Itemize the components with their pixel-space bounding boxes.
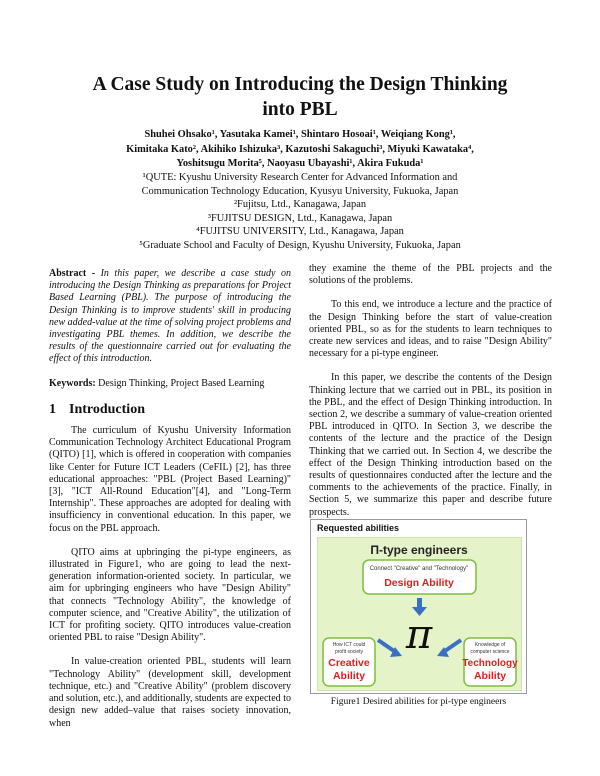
affiliation-line: ²Fujitsu, Ltd., Kanagawa, Japan — [233, 199, 367, 210]
creative-ability-label: Ability — [332, 670, 366, 682]
intro-paragraph-2: QITO aims at upbringing the pi-type engineers, as illustrated in Figure1, who are going to lead the next-generation information-oriented society. In particular, we aim for upbringing engineers who have "Design Ability" that connects "Technology Ability", the knowledge of computer science, and "Creative Ability", the utilization of ICT for profiting society. QITO introduces value-creation oriented PBL to raise "Design Ability". — [49, 546, 291, 644]
authors-line-1: Shuhei Ohsako¹, Yasutaka Kamei¹, Shintaro Hosoai¹, Weiqiang Kong¹, — [144, 129, 456, 140]
section-heading — [49, 401, 291, 417]
section-number: 1 — [49, 401, 56, 417]
left-column — [49, 268, 291, 730]
affiliations — [40, 171, 560, 252]
affiliation-line: ⁴FUJITSU UNIVERSITY, Ltd., Kanagawa, Japan — [196, 226, 404, 237]
affiliation-line: ¹QUTE: Kyushu University Research Center for Advanced Information and — [142, 172, 458, 183]
right-paragraph-1: To this end, we introduce a lecture and the practice of the Design Thinking before the start of value-creation oriented PBL, so as for the students to learn techniques to create new services and ideas, and to raise "Design Ability" necessary for a pi-type engineer. — [309, 299, 552, 360]
title-line-1: A Case Study on Introducing the Design Thinking — [92, 74, 508, 95]
pi-symbol: π — [405, 612, 433, 658]
authors-line-3: Yoshitsugu Morita⁵, Naoyasu Ubayashi¹, Akira Fukuda¹ — [176, 158, 424, 169]
figure-caption: Figure1 Desired abilities for pi-type engineers — [330, 697, 507, 707]
keywords — [49, 378, 291, 390]
arrow-left-shaft — [378, 640, 394, 651]
affiliation-line: ⁵Graduate School and Faculty of Design, Kyushu University, Fukuoka, Japan — [139, 239, 461, 251]
keywords-text: Design Thinking, Project Based Learning — [98, 377, 265, 389]
arrow-down-shaft — [417, 598, 422, 607]
paper-title — [40, 72, 560, 122]
abstract-label: Abstract - — [49, 268, 96, 279]
intro-paragraph-3: In value-creation oriented PBL, students will learn "Technology Ability" (development skill, development technique, etc.) and "Creative Ability" (problem discovery and solution, etc.), and additionally, students are expected to design new added–value that raises society innovation, when — [49, 656, 291, 729]
right-small-text-1: Knowledge of — [474, 642, 506, 648]
left-small-text-2: profit society — [334, 649, 364, 655]
technology-ability-label: Ability — [473, 670, 507, 682]
right-paragraph-2: In this paper, we describe the contents of the Design Thinking lecture that we carried out in PBL, its position in the PBL, and the effect of Design Thinking introduction. In section 2, we describe a summary of value-creation oriented PBL introduced in QITO. In Section 3, we describe the contents of the lecture and the practice of the Design Thinking that we carried out. In Section 4, we describe the effect of the Design Thinking introduction based on the results of questionnaires conducted after the lecture and the comments to the achievements of the practice. Finally, in Section 5, we summarize this paper and describe future prospects. — [309, 372, 552, 518]
right-column — [309, 263, 552, 519]
author-list — [40, 128, 560, 172]
section-title: Introduction — [69, 401, 145, 417]
technology-label: Technology — [462, 658, 518, 669]
left-small-text-1: How ICT could — [332, 642, 366, 648]
keywords-label: Keywords: — [49, 377, 96, 389]
connect-text: Connect "Creative" and "Technology" — [369, 566, 469, 572]
figure-diagram — [318, 538, 521, 690]
creative-label: Creative — [328, 657, 370, 669]
design-ability-label: Design Ability — [384, 577, 454, 589]
affiliation-line: Communication Technology Education, Kyusyu University, Fukuoka, Japan — [141, 185, 459, 197]
figure-1 — [310, 519, 527, 694]
title-line-2: into PBL — [262, 99, 338, 120]
authors-line-2: Kimitaka Kato², Akihiko Ishizuka³, Kazutoshi Sakaguchi³, Miyuki Kawataka⁴, — [126, 143, 474, 155]
abstract — [49, 268, 291, 366]
abstract-text: In this paper, we describe a case study on introducing the Design Thinking as preparations for Project Based Learning (PBL). The purpose of introducing the Design Thinking is to improve students' skill in producing new added-value at the time of solving project problems and investigating PBL themes. In addition, we describe the results of the questionnaire carried out for evaluating the effect of this introduction. — [49, 268, 292, 365]
figure-header: Requested abilities — [317, 523, 400, 533]
figure-panel — [317, 537, 522, 691]
right-small-text-2: computer science — [470, 649, 510, 655]
affiliation-line: ³FUJITSU DESIGN, Ltd., Kanagawa, Japan — [207, 212, 393, 224]
arrow-right-shaft — [445, 640, 461, 651]
intro-paragraph-1: The curriculum of Kyushu University Information Communication Technology Architect Educational Program (QITO) [1], which is offered in cooperation with companies like Center for Future ICT Leaders (CeFIL) [2], has three educational approaches: "PBL (Project Based Learning)"[3], "ICT All-Round Education"[4], and "Long-Term Internship". These approaches are adopted for dealing with insufficiency in conventional education. In this paper, we focus on the PBL approach. — [49, 425, 291, 534]
continued-paragraph: they examine the theme of the PBL projects and the solutions of the problems. — [309, 263, 552, 287]
figure-heading: Π-type engineers — [370, 543, 468, 557]
